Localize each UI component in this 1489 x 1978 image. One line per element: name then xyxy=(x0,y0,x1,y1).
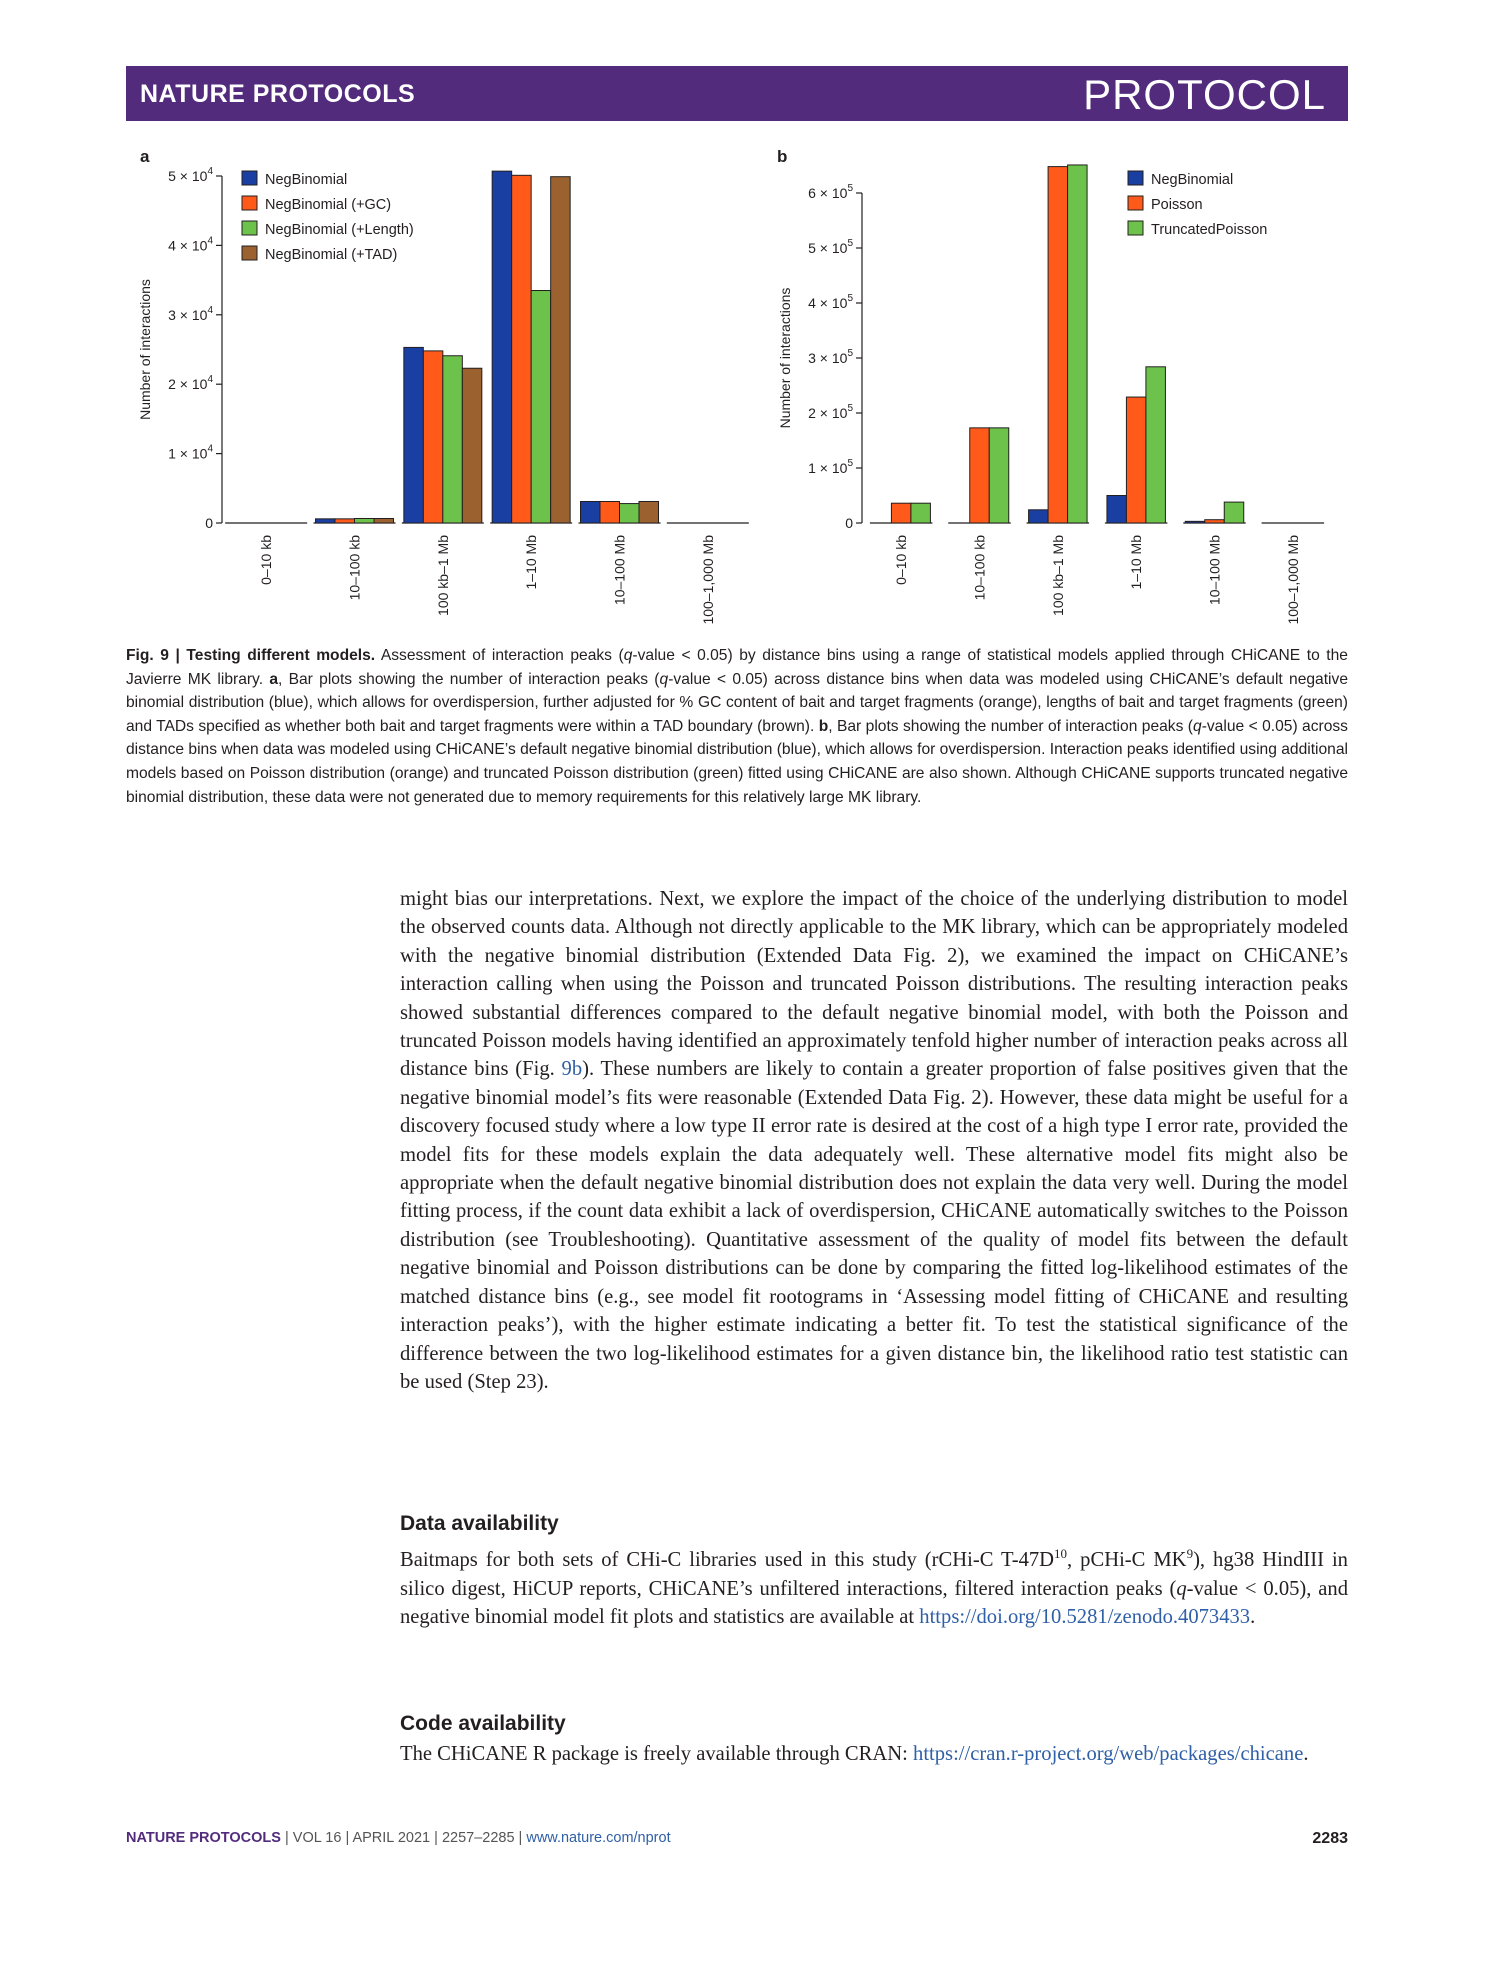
panel-a-y-tick-label: $5 \times 10^4$ xyxy=(168,166,213,184)
footer-url[interactable]: www.nature.com/nprot xyxy=(526,1830,671,1846)
code-availability-title: Code availability xyxy=(400,1712,566,1735)
panel-a-bar xyxy=(423,351,443,523)
panel-b-legend-swatch xyxy=(1128,196,1143,210)
journal-header-bar xyxy=(126,66,1348,121)
panel-b-y-tick-label: $5 \times 10^5$ xyxy=(808,238,853,256)
panel-b-x-tick-label: 0–10 kb xyxy=(893,535,910,585)
panel-b-y-tick-label: $4 \times 10^5$ xyxy=(808,293,853,311)
panel-b-x-tick-label: 10–100 Mb xyxy=(1206,535,1223,606)
panel-a-x-tick-label: 100–1,000 Mb xyxy=(699,535,716,625)
figure-9 xyxy=(0,140,1489,640)
panel-b-legend-swatch xyxy=(1128,221,1143,235)
panel-a-legend-swatch xyxy=(242,171,257,185)
panel-a-y-tick-label: 0 xyxy=(205,515,213,531)
panel-a-bar xyxy=(443,356,463,523)
panel-a-y-tick-label: $4 \times 10^4$ xyxy=(168,235,213,254)
panel-b-bar xyxy=(891,503,911,523)
page-number: 2283 xyxy=(1312,1830,1348,1847)
panel-a-bar xyxy=(404,347,424,523)
code-availability-section: Code availability The CHiCANE R package is freely available through CRAN: https://cran.r-project.org/web/packages/chicane. xyxy=(400,1710,1348,1769)
panel-b-y-axis-label: Number of interactions xyxy=(777,287,793,429)
article-type: PROTOCOL xyxy=(1083,71,1326,118)
panel-b-y-tick-label: 0 xyxy=(845,515,853,531)
panel-a-bar xyxy=(316,519,336,523)
panel-b-bar xyxy=(1107,496,1127,524)
footer-pages: 2257–2285 xyxy=(441,1830,515,1846)
panel-b-bar xyxy=(911,503,931,523)
panel-a-legend-swatch xyxy=(242,196,257,210)
panel-b-legend-entry: NegBinomial xyxy=(1151,172,1234,188)
data-availability-section: Data availability Baitmaps for both sets of CHi-C libraries used in this study (rCHi-C $T-47D^{10}$, pCHi-C $MK^9$), hg38 HindIII in silico digest, HiCUP reports, CHiCANE’s unfiltered interactions, filtered interaction peaks (q-value < 0.05), and negative binomial model fit plots and statistics are available at https://doi.org/10.5281/zenodo.4073433. xyxy=(400,1512,1348,1629)
panel-b-y-tick-label: $1 \times 10^5$ xyxy=(808,458,853,476)
zenodo-link[interactable]: https://doi.org/10.5281/zenodo.4073433 xyxy=(919,1606,1251,1629)
panel-a-bar xyxy=(551,177,571,523)
panel-a-x-tick-label: 1–10 Mb xyxy=(523,535,540,590)
panel-b-y-tick-label: $2 \times 10^5$ xyxy=(808,403,853,421)
page-footer: NATURE PROTOCOLS | VOL 16 | APRIL 2021 | 2257–2285 | www.nature.com/nprot 2283 xyxy=(126,1830,1348,1847)
panel-b-x-tick-label: 1–10 Mb xyxy=(1128,535,1145,590)
panel-a-legend-entry: NegBinomial (+TAD) xyxy=(265,247,398,263)
body-paragraph: might bias our interpretations. Next, we explore the impact of the choice of the underlying distribution to model the observed counts data. Although not directly applicable to the MK library, which can be appropriately modeled with the negative binomial distribution (Extended Data Fig. 2), we examined the impact on CHiCANE’s interaction calling when using the Poisson and truncated Poisson distributions. The resulting interaction peaks showed substantial differences compared to the default negative binomial model, with both the Poisson and truncated Poisson models having identified an approximately tenfold higher number of interaction peaks across all distance bins (Fig. 9b). These numbers are likely to contain a greater proportion of false positives given that the negative binomial model’s fits were reasonable (Extended Data Fig. 2). However, these data might be useful for a discovery focused study where a low type II error rate is desired at the cost of a high type I error rate, provided the model fits for these models explain the data adequately well. These alternative model fits might also be appropriate when the default negative binomial distribution does not explain the data very well. During the model fitting process, if the count data exhibit a lack of overdispersion, CHiCANE automatically switches to the Poisson distribution (see Troubleshooting). Quantitative assessment of the quality of model fits between the default negative binomial and Poisson distributions can be done by comparing the fitted log-likelihood estimates of the matched distance bins (e.g., see model fit rootograms in ‘Assessing model fitting of CHiCANE and resulting interaction peaks’), with the higher estimate indicating a better fit. To test the statistical significance of the difference between the two log-likelihood estimates for a given distance bin, the likelihood ratio test statistic can be used (Step 23). xyxy=(400,888,1348,1393)
figure-caption: Fig. 9 | Testing different models. Assessment of interaction peaks (q-value < 0.05) by distance bins using a range of statistical models applied through CHiCANE to the Javierre MK library. a, Bar plots showing the number of interaction peaks (q-value < 0.05) across distance bins when data was modeled using CHiCANE’s default negative binomial distribution (blue), which allows for overdispersion, further adjusted for % GC content of bait and target fragments (orange), lengths of bait and target fragments (green) and TADs specified as whether both bait and target fragments were within a TAD boundary (brown). b, Bar plots showing the number of interaction peaks (q-value < 0.05) across distance bins when data was modeled using CHiCANE’s default negative binomial distribution (blue), which allows for overdispersion. Interaction peaks identified using additional models based on Poisson distribution (orange) and truncated Poisson distribution (green) fitted using CHiCANE are also shown. Although CHiCANE supports truncated negative binomial distribution, these data were not generated due to memory requirements for this relatively large MK library. xyxy=(126,647,1348,806)
panel-a-bar xyxy=(512,175,531,523)
cran-link[interactable]: https://cran.r-project.org/web/packages/chicane xyxy=(913,1743,1304,1766)
panel-b-label: b xyxy=(777,147,788,166)
footer-date: APRIL 2021 xyxy=(352,1830,431,1846)
panel-a-legend-swatch xyxy=(242,221,257,235)
panel-b-x-tick-label: 10–100 kb xyxy=(971,535,988,601)
panel-b-bar xyxy=(1029,510,1049,523)
journal-name: NATURE PROTOCOLS xyxy=(140,80,416,108)
panel-a-bar xyxy=(374,518,394,523)
panel-b-bar xyxy=(1126,397,1146,523)
panel-b-y-tick-label: $6 \times 10^5$ xyxy=(808,183,853,201)
panel-b-bar xyxy=(1048,167,1068,523)
panel-b-bar xyxy=(1185,521,1205,523)
panel-b-bar xyxy=(970,428,990,523)
panel-a-x-tick-label: 100 kb–1 Mb xyxy=(434,535,451,616)
panel-a-bar xyxy=(335,519,355,523)
panel-a-bar xyxy=(581,501,601,523)
panel-a-y-tick-label: $3 \times 10^4$ xyxy=(168,304,213,323)
panel-a-legend-entry: NegBinomial (+Length) xyxy=(265,222,414,238)
panel-a-legend-entry: NegBinomial (+GC) xyxy=(265,197,392,213)
panel-a-y-tick-label: $1 \times 10^4$ xyxy=(168,443,213,462)
panel-b-bar xyxy=(989,428,1009,523)
panel-a-bar xyxy=(462,368,482,523)
panel-b-bar xyxy=(1146,367,1166,523)
panel-b-legend-entry: Poisson xyxy=(1151,197,1203,213)
panel-b-legend-swatch xyxy=(1128,171,1143,185)
footer-journal: NATURE PROTOCOLS xyxy=(126,1830,281,1846)
panel-b-x-tick-label: 100 kb–1 Mb xyxy=(1049,535,1066,616)
panel-b-legend-entry: TruncatedPoisson xyxy=(1151,222,1268,238)
panel-a-bar xyxy=(531,291,551,523)
panel-b-x-tick-label: 100–1,000 Mb xyxy=(1284,535,1301,625)
panel-a-bar xyxy=(600,501,620,523)
data-availability-title: Data availability xyxy=(400,1512,559,1535)
panel-b-y-tick-label: $3 \times 10^5$ xyxy=(808,348,853,366)
panel-b-bar xyxy=(1205,520,1225,523)
caption-label: Fig. 9 | Testing different models. xyxy=(126,647,376,664)
panel-a-y-tick-label: $2 \times 10^4$ xyxy=(168,374,213,393)
panel-a-bar xyxy=(492,171,512,523)
panel-b-bar xyxy=(1224,502,1244,523)
panel-a-legend-swatch xyxy=(242,246,257,260)
figure-link[interactable]: 9b xyxy=(561,1058,583,1081)
panel-a-bar xyxy=(620,504,640,523)
panel-a-x-tick-label: 10–100 kb xyxy=(346,535,363,601)
panel-a-x-tick-label: 0–10 kb xyxy=(258,535,275,585)
panel-a-bar xyxy=(639,501,659,523)
panel-a-bar xyxy=(355,518,375,523)
panel-a-label: a xyxy=(140,147,150,166)
panel-a-y-axis-label: Number of interactions xyxy=(137,279,153,420)
panel-a-legend-entry: NegBinomial xyxy=(265,172,348,188)
panel-b-bar xyxy=(1068,165,1088,523)
footer-volume: VOL 16 xyxy=(292,1830,342,1846)
panel-a-x-tick-label: 10–100 Mb xyxy=(611,535,628,606)
